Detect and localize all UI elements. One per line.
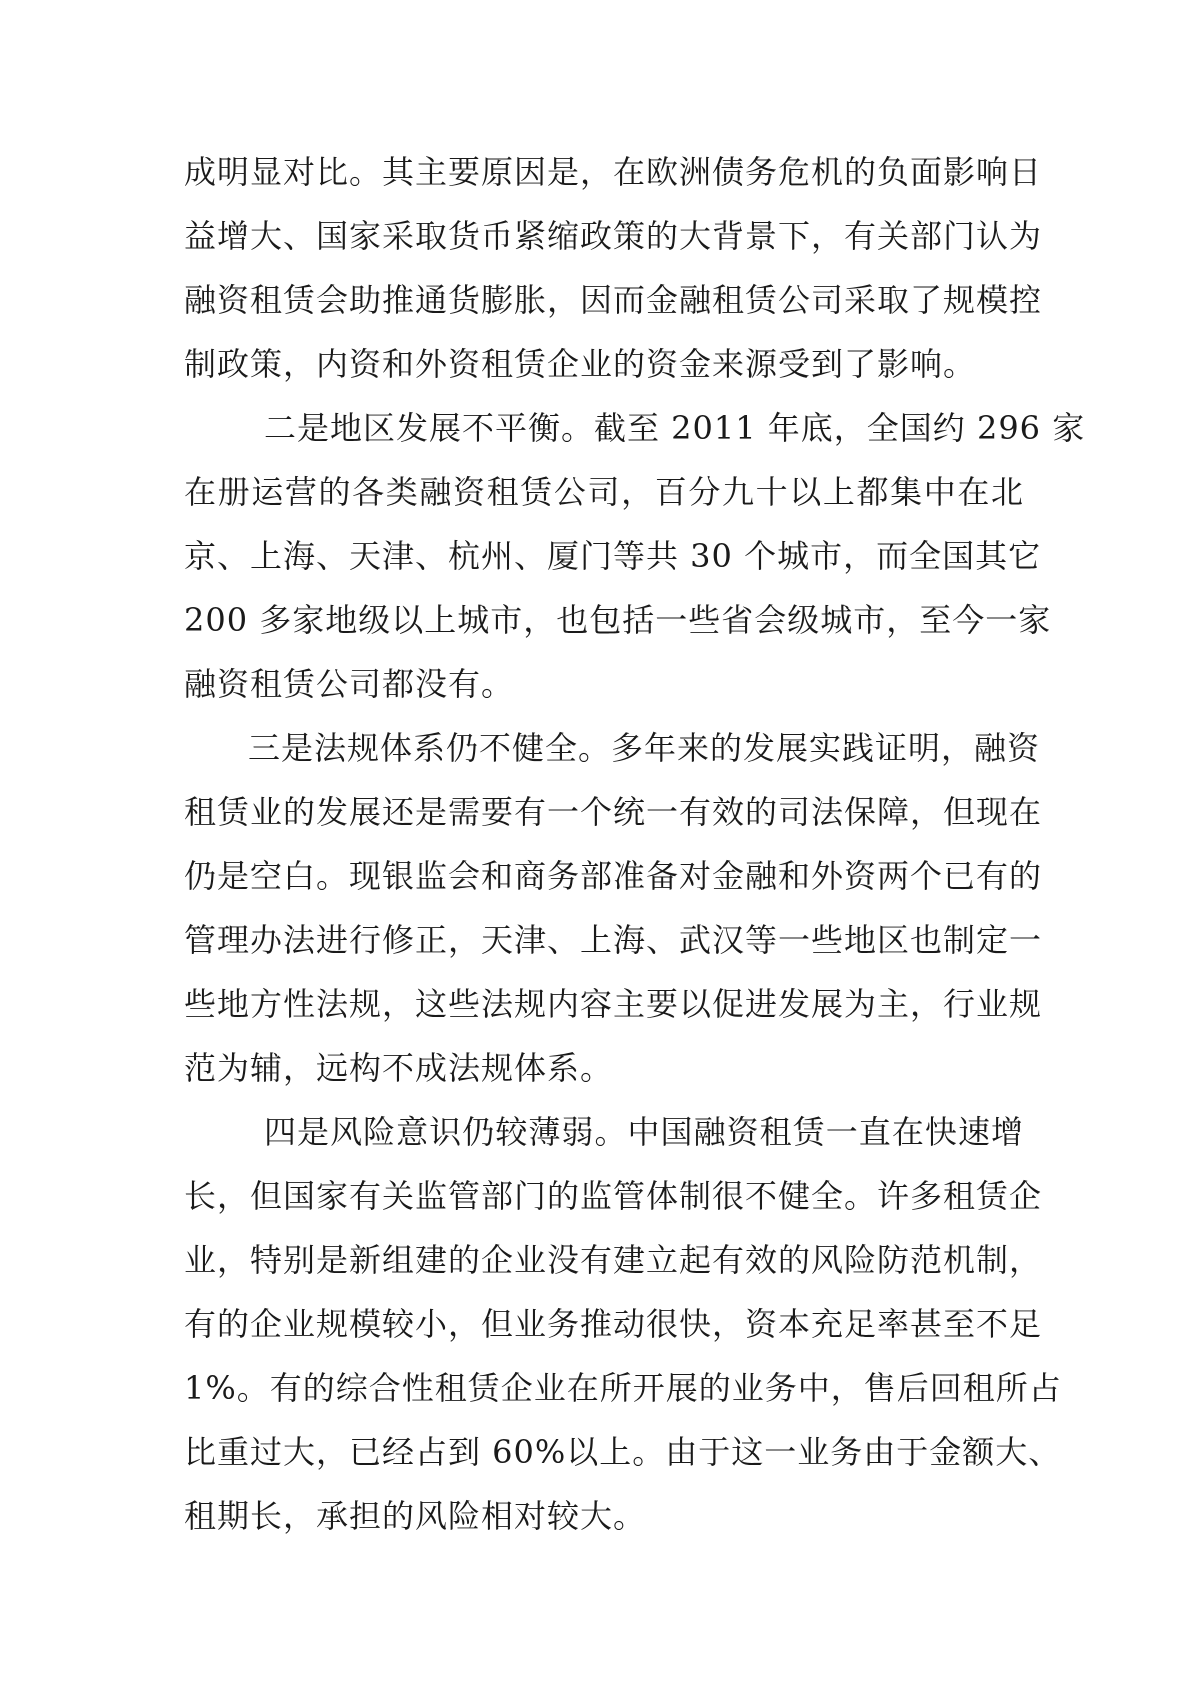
paragraph-line: 租赁业的发展还是需要有一个统一有效的司法保障，但现在 [184,793,1043,831]
body-text [184,140,1086,1548]
paragraph-line: 二是地区发展不平衡。截至 2011 年底，全国约 296 家 [264,409,1086,447]
paragraph-line: 些地方性法规，这些法规内容主要以促进发展为主，行业规 [184,985,1043,1023]
paragraph-line: 长，但国家有关监管部门的监管体制很不健全。许多租赁企 [184,1177,1043,1215]
paragraph-line: 益增大、国家采取货币紧缩政策的大背景下，有关部门认为 [184,217,1043,255]
paragraph-line: 制政策，内资和外资租赁企业的资金来源受到了影响。 [184,345,977,383]
paragraph-line: 在册运营的各类融资租赁公司，百分九十以上都集中在北 [184,473,1024,511]
paragraph-2 [184,396,1086,716]
paragraph-line: 融资租赁公司都没有。 [184,665,515,703]
paragraph-line: 仍是空白。现银监会和商务部准备对金融和外资两个已有的 [184,857,1043,895]
paragraph-line: 有的企业规模较小，但业务推动很快，资本充足率甚至不足 [184,1305,1043,1343]
paragraph-line: 1%。有的综合性租赁企业在所开展的业务中，售后回租所占 [184,1369,1062,1407]
paragraph-line: 京、上海、天津、杭州、厦门等共 30 个城市，而全国其它 [184,537,1042,575]
paragraph-line: 200 多家地级以上城市，也包括一些省会级城市，至今一家 [184,601,1052,639]
paragraph-line: 比重过大，已经占到 60%以上。由于这一业务由于金额大、 [184,1433,1062,1471]
paragraph-3 [184,716,1043,1100]
paragraph-line: 成明显对比。其主要原因是，在欧洲债务危机的负面影响日 [184,153,1043,191]
paragraph-4 [184,1100,1062,1548]
paragraph-line: 四是风险意识仍较薄弱。中国融资租赁一直在快速增 [264,1113,1024,1151]
paragraph-line: 三是法规体系仍不健全。多年来的发展实践证明，融资 [248,729,1041,767]
paragraph-line: 管理办法进行修正，天津、上海、武汉等一些地区也制定一 [184,921,1043,959]
paragraph-line: 范为辅，远构不成法规体系。 [184,1049,614,1087]
paragraph-1 [184,140,1043,396]
paragraph-line: 业，特别是新组建的企业没有建立起有效的风险防范机制， [184,1241,1043,1279]
paragraph-line: 融资租赁会助推通货膨胀，因而金融租赁公司采取了规模控 [184,281,1043,319]
paragraph-line: 租期长，承担的风险相对较大。 [184,1497,647,1535]
